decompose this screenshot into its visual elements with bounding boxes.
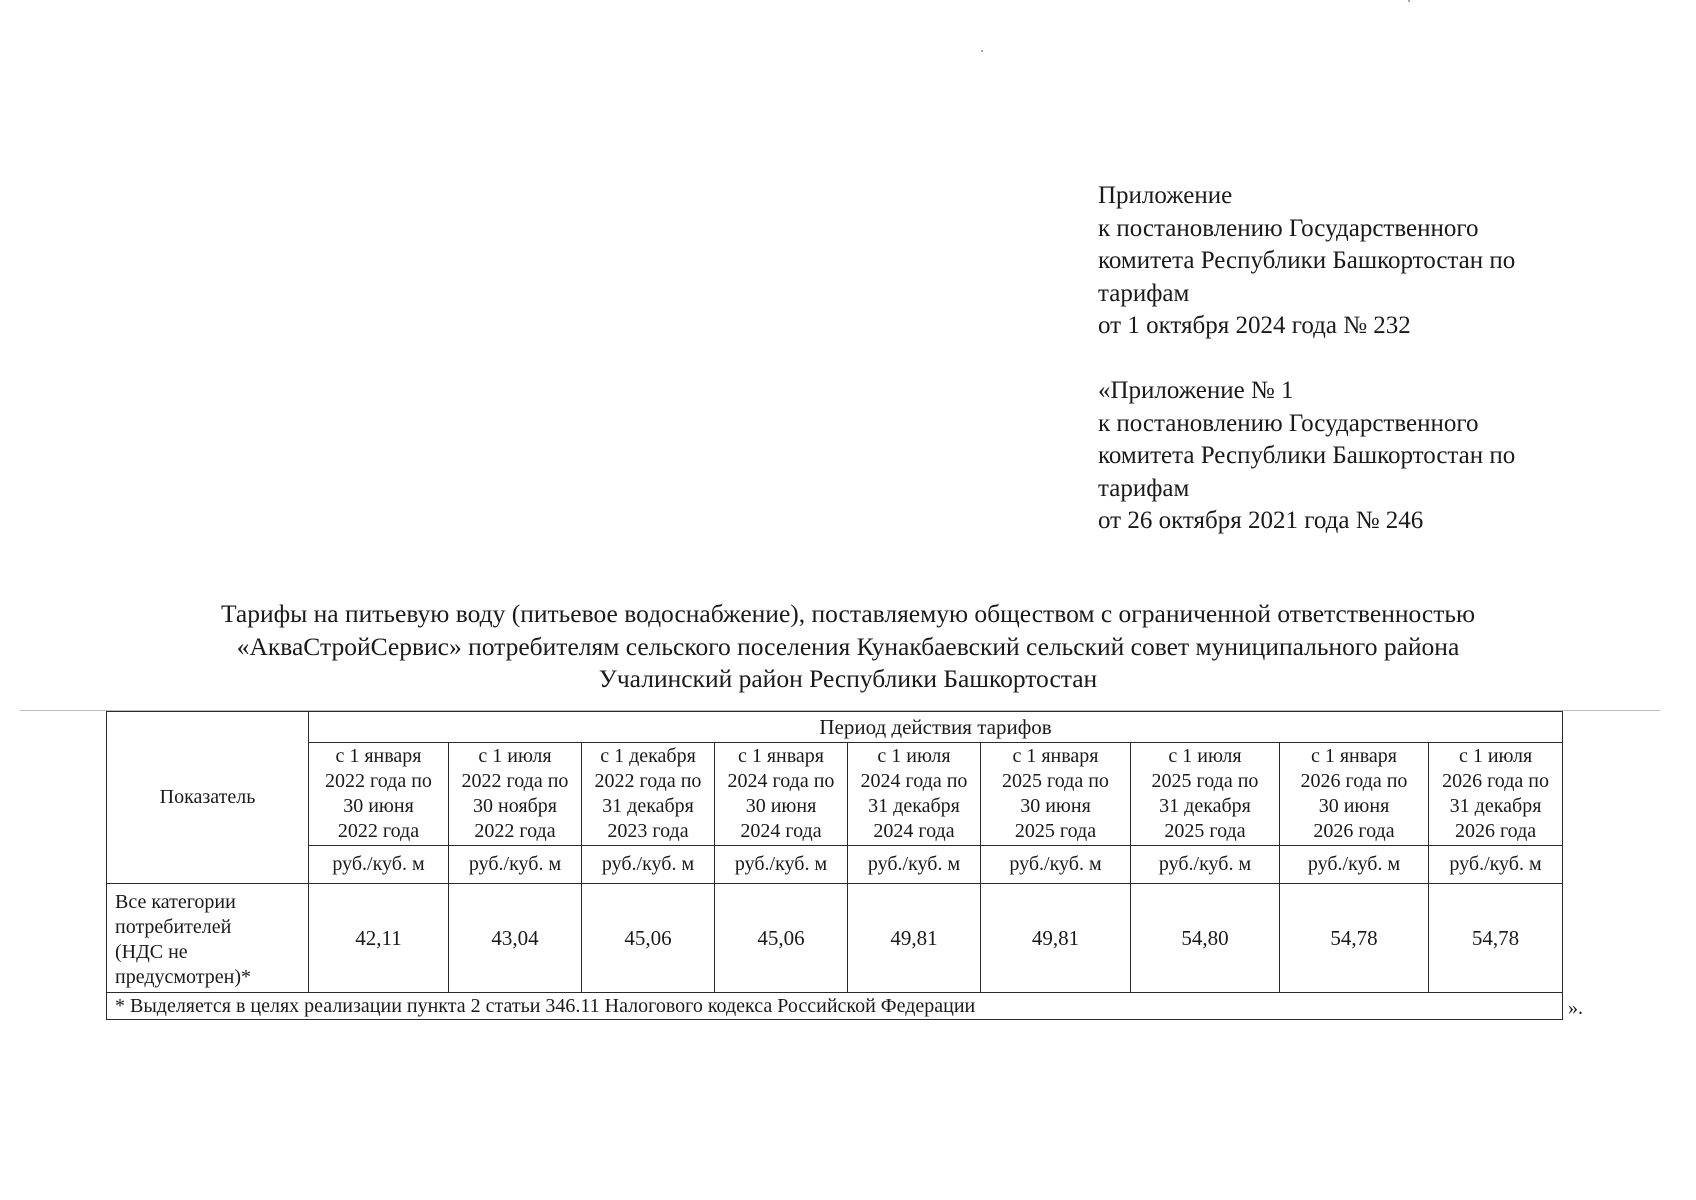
title-line: Учалинский район Республики Башкортостан xyxy=(598,664,1098,693)
appendix-reference-original xyxy=(1098,375,1515,538)
appendix-line: комитета Республики Башкортостан по xyxy=(1098,247,1516,274)
appendix-line: к постановлению Государственного xyxy=(1098,214,1479,242)
unit-cell: руб./куб. м xyxy=(1280,846,1429,884)
unit-row xyxy=(107,846,1563,884)
row-label: Все категории потребителей (НДС не предусмотрен)* xyxy=(107,884,309,993)
period-cell: с 1 января 2025 года по 30 июня 2025 года xyxy=(981,743,1131,846)
tariff-value: 45,06 xyxy=(582,884,715,993)
period-row xyxy=(107,743,1563,846)
appendix-line: тарифам xyxy=(1098,474,1190,502)
indicator-header: Показатель xyxy=(107,712,309,884)
scan-speck xyxy=(1408,0,1410,2)
appendix-line: к постановлению Государственного xyxy=(1098,409,1479,437)
appendix-line: тарифам xyxy=(1098,279,1190,307)
title-line: Тарифы на питьевую воду (питьевое водоснабжение), поставляемую обществом с ограниченной ответственностью xyxy=(220,599,1476,628)
document-title xyxy=(0,598,1696,696)
tariff-value: 54,78 xyxy=(1429,884,1563,993)
period-cell: с 1 июля 2022 года по 30 ноября 2022 года xyxy=(449,743,582,846)
footnote: * Выделяется в целях реализации пункта 2 статьи 346.11 Налогового кодекса Российской Федерации xyxy=(107,993,1563,1020)
tariff-value: 54,78 xyxy=(1280,884,1429,993)
unit-cell: руб./куб. м xyxy=(715,846,848,884)
period-cell: с 1 января 2024 года по 30 июня 2024 года xyxy=(715,743,848,846)
tariff-value: 43,04 xyxy=(449,884,582,993)
appendix-line: Приложение xyxy=(1098,182,1233,209)
tariff-value: 49,81 xyxy=(848,884,981,993)
unit-cell: руб./куб. м xyxy=(1429,846,1563,884)
appendix-line: комитета Республики Башкортостан по xyxy=(1098,442,1516,469)
period-cell: с 1 января 2026 года по 30 июня 2026 года xyxy=(1280,743,1429,846)
table-row xyxy=(107,884,1563,993)
scan-speck xyxy=(981,50,983,52)
tariff-value: 54,80 xyxy=(1131,884,1280,993)
appendix-reference-current xyxy=(1098,180,1515,343)
unit-cell: руб./куб. м xyxy=(1131,846,1280,884)
period-header: Период действия тарифов xyxy=(309,712,1563,743)
unit-cell: руб./куб. м xyxy=(981,846,1131,884)
unit-cell: руб./куб. м xyxy=(582,846,715,884)
period-cell: с 1 декабря 2022 года по 31 декабря 2023 года xyxy=(582,743,715,846)
unit-cell: руб./куб. м xyxy=(309,846,449,884)
appendix-line: от 1 октября 2024 года № 232 xyxy=(1098,312,1411,339)
period-cell: с 1 января 2022 года по 30 июня 2022 года xyxy=(309,743,449,846)
footnote-row xyxy=(107,993,1563,1020)
period-cell: с 1 июля 2024 года по 31 декабря 2024 года xyxy=(848,743,981,846)
tariff-table xyxy=(106,711,1563,1020)
tariff-value: 42,11 xyxy=(309,884,449,993)
closing-quote-mark: ». xyxy=(1568,997,1583,1019)
unit-cell: руб./куб. м xyxy=(848,846,981,884)
tariff-value: 49,81 xyxy=(981,884,1131,993)
appendix-line: «Приложение № 1 xyxy=(1098,377,1294,404)
tariff-value: 45,06 xyxy=(715,884,848,993)
title-line: «АкваСтройСервис» потребителям сельского поселения Кунакбаевский сельский совет муниципального района xyxy=(236,631,1460,661)
period-cell: с 1 июля 2025 года по 31 декабря 2025 года xyxy=(1131,743,1280,846)
appendix-line: от 26 октября 2021 года № 246 xyxy=(1098,507,1424,534)
period-cell: с 1 июля 2026 года по 31 декабря 2026 года xyxy=(1429,743,1563,846)
unit-cell: руб./куб. м xyxy=(449,846,582,884)
